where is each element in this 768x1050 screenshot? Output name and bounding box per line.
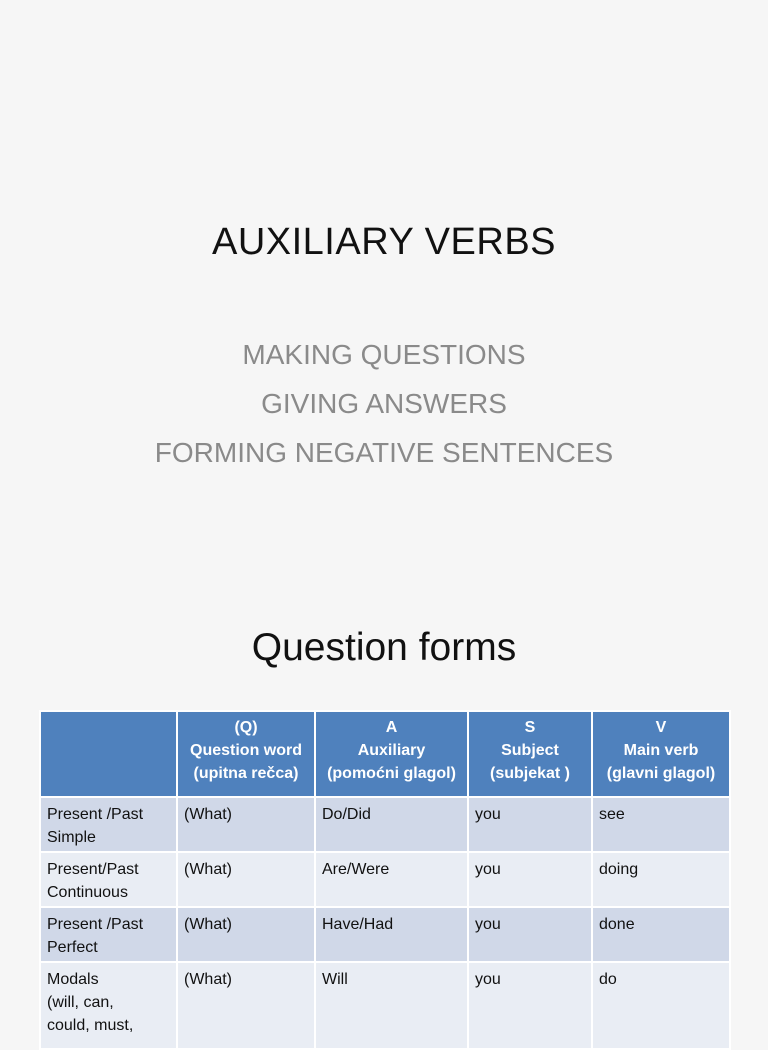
row-label: Present/Past Continuous: [40, 852, 177, 907]
header-question-word: (Q) Question word (upitna rečca): [177, 711, 315, 797]
cell-subject: you: [468, 907, 592, 962]
table-header-row: [40, 711, 730, 797]
cell-auxiliary: Have/Had: [315, 907, 468, 962]
subtitle-list: [0, 330, 768, 477]
cell-auxiliary: Will: [315, 962, 468, 1049]
table-row: [40, 962, 730, 1049]
cell-question-word: (What): [177, 797, 315, 852]
cell-subject: you: [468, 797, 592, 852]
header-auxiliary: A Auxiliary (pomoćni glagol): [315, 711, 468, 797]
row-label: Modals (will, can, could, must,: [40, 962, 177, 1049]
table-row: [40, 907, 730, 962]
slide-title: AUXILIARY VERBS: [211, 221, 557, 263]
table-row: [40, 852, 730, 907]
row-label: Present /Past Simple: [40, 797, 177, 852]
subtitle-making-questions: MAKING QUESTIONS: [242, 339, 526, 370]
cell-question-word: (What): [177, 907, 315, 962]
cell-subject: you: [468, 962, 592, 1049]
row-label: Present /Past Perfect: [40, 907, 177, 962]
section-title: Question forms: [251, 626, 517, 669]
header-blank-cell: [40, 711, 177, 797]
cell-main-verb: do: [592, 962, 730, 1049]
cell-subject: you: [468, 852, 592, 907]
cell-auxiliary: Do/Did: [315, 797, 468, 852]
cell-question-word: (What): [177, 852, 315, 907]
header-subject: S Subject (subjekat ): [468, 711, 592, 797]
cell-main-verb: doing: [592, 852, 730, 907]
cell-auxiliary: Are/Were: [315, 852, 468, 907]
cell-main-verb: see: [592, 797, 730, 852]
question-forms-table: [39, 710, 731, 1050]
subtitle-giving-answers: GIVING ANSWERS: [261, 388, 507, 419]
table-row: [40, 797, 730, 852]
subtitle-forming-negative: FORMING NEGATIVE SENTENCES: [154, 437, 614, 468]
cell-main-verb: done: [592, 907, 730, 962]
cell-question-word: (What): [177, 962, 315, 1049]
header-main-verb: V Main verb (glavni glagol): [592, 711, 730, 797]
